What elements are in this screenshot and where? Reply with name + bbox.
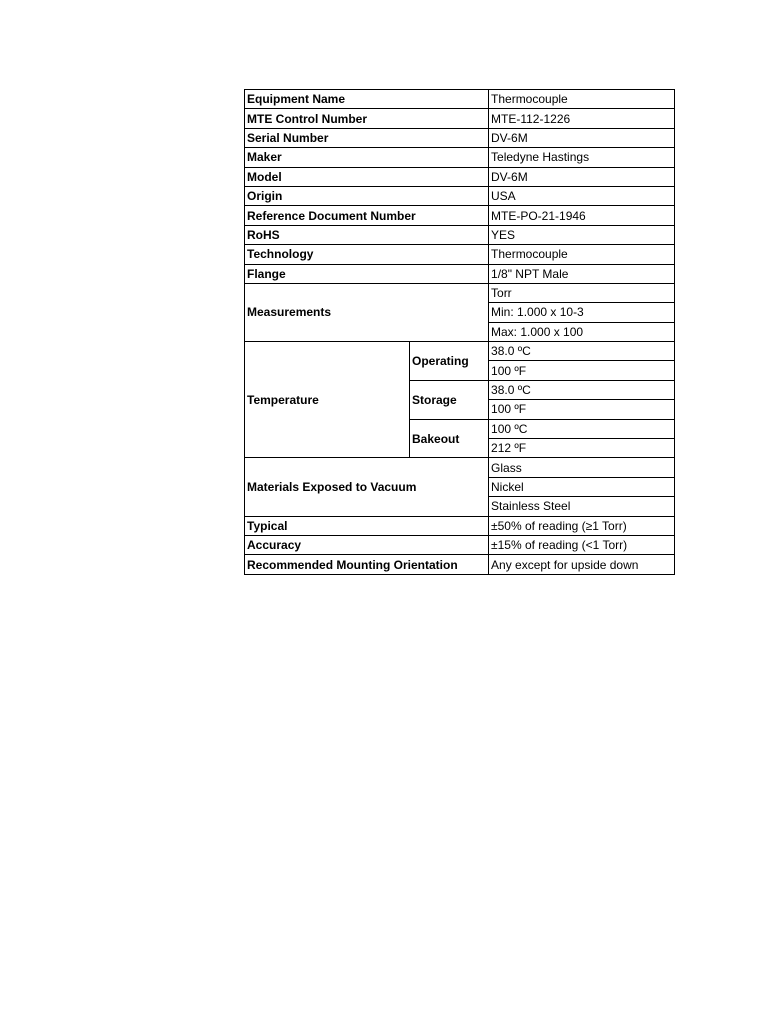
serial-number-value: DV-6M (489, 128, 675, 147)
table-row (245, 245, 675, 264)
temperature-operating-label: Operating (410, 342, 489, 381)
table-row (245, 535, 675, 554)
mounting-orientation-value: Any except for upside down (489, 555, 675, 574)
serial-number-label: Serial Number (245, 128, 489, 147)
table-row (245, 264, 675, 283)
table-row (245, 555, 675, 574)
equipment-name-label: Equipment Name (245, 90, 489, 109)
equipment-name-value: Thermocouple (489, 90, 675, 109)
table-row (245, 206, 675, 225)
table-row (245, 225, 675, 244)
typical-label: Typical (245, 516, 489, 535)
reference-document-value: MTE-PO-21-1946 (489, 206, 675, 225)
flange-label: Flange (245, 264, 489, 283)
measurements-min: Min: 1.000 x 10-3 (489, 303, 675, 322)
mte-control-number-value: MTE-112-1226 (489, 109, 675, 128)
table-row (245, 342, 675, 361)
temperature-storage-celsius: 38.0 ºC (489, 380, 675, 399)
maker-value: Teledyne Hastings (489, 148, 675, 167)
measurements-max: Max: 1.000 x 100 (489, 322, 675, 341)
temperature-storage-label: Storage (410, 380, 489, 419)
materials-label: Materials Exposed to Vacuum (245, 458, 489, 516)
model-label: Model (245, 167, 489, 186)
flange-value: 1/8" NPT Male (489, 264, 675, 283)
accuracy-label: Accuracy (245, 535, 489, 554)
origin-value: USA (489, 186, 675, 205)
table-row (245, 128, 675, 147)
spec-table (244, 89, 675, 575)
reference-document-label: Reference Document Number (245, 206, 489, 225)
temperature-operating-celsius: 38.0 ºC (489, 342, 675, 361)
temperature-bakeout-fahrenheit: 212 ºF (489, 439, 675, 458)
rohs-label: RoHS (245, 225, 489, 244)
maker-label: Maker (245, 148, 489, 167)
origin-label: Origin (245, 186, 489, 205)
measurements-unit: Torr (489, 283, 675, 302)
model-value: DV-6M (489, 167, 675, 186)
temperature-bakeout-label: Bakeout (410, 419, 489, 458)
temperature-storage-fahrenheit: 100 ºF (489, 400, 675, 419)
temperature-operating-fahrenheit: 100 ºF (489, 361, 675, 380)
table-row (245, 90, 675, 109)
accuracy-value: ±15% of reading (<1 Torr) (489, 535, 675, 554)
table-row (245, 186, 675, 205)
technology-label: Technology (245, 245, 489, 264)
mounting-orientation-label: Recommended Mounting Orientation (245, 555, 489, 574)
temperature-bakeout-celsius: 100 ºC (489, 419, 675, 438)
materials-glass: Glass (489, 458, 675, 477)
table-row (245, 283, 675, 302)
materials-stainless-steel: Stainless Steel (489, 497, 675, 516)
table-row (245, 109, 675, 128)
table-row (245, 458, 675, 477)
typical-value: ±50% of reading (≥1 Torr) (489, 516, 675, 535)
table-row (245, 148, 675, 167)
table-row (245, 167, 675, 186)
table-row (245, 516, 675, 535)
technology-value: Thermocouple (489, 245, 675, 264)
mte-control-number-label: MTE Control Number (245, 109, 489, 128)
materials-nickel: Nickel (489, 477, 675, 496)
measurements-label: Measurements (245, 283, 489, 341)
temperature-label: Temperature (245, 342, 410, 458)
rohs-value: YES (489, 225, 675, 244)
